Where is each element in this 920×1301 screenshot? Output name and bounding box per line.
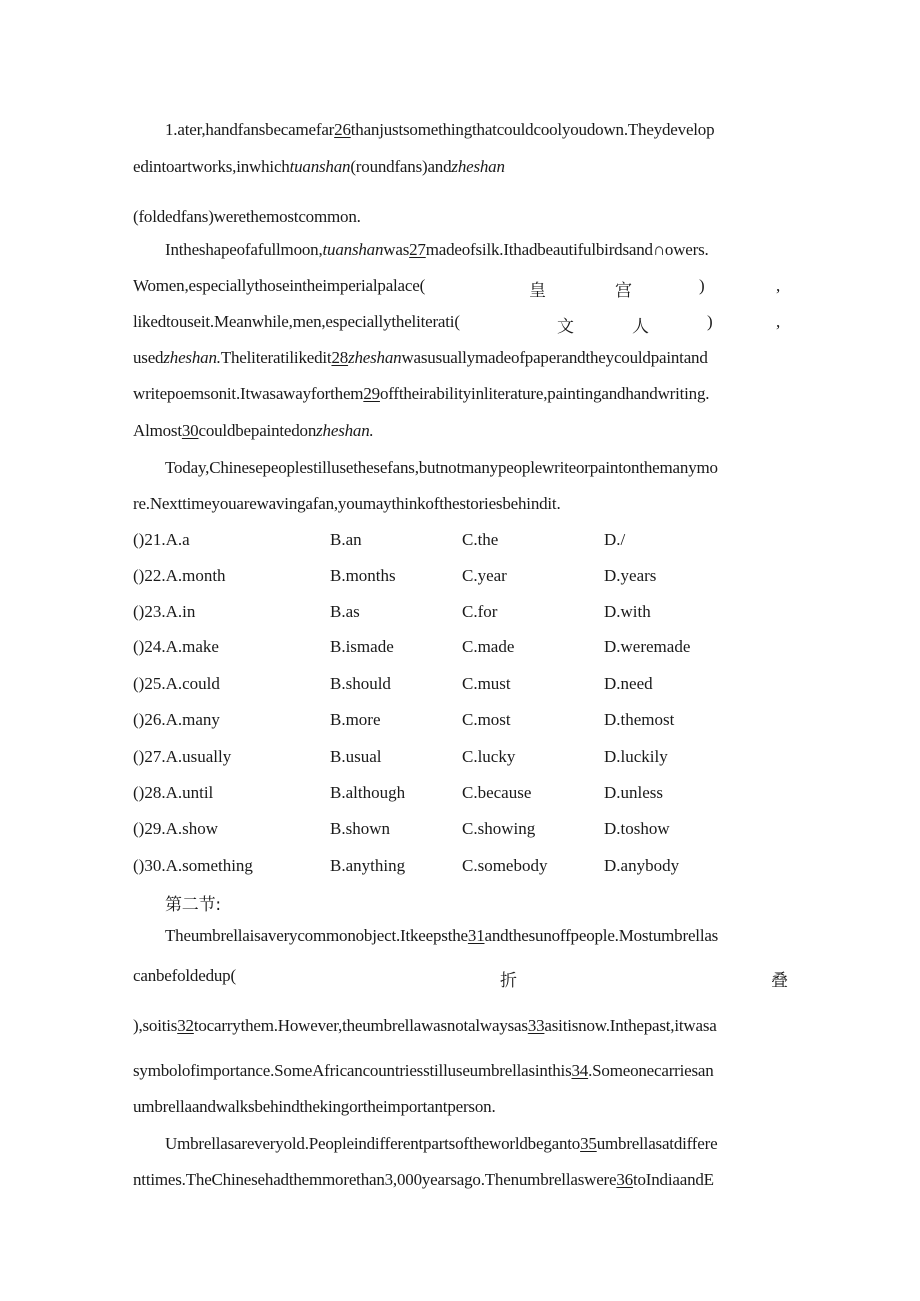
question-option: C.showing: [462, 819, 536, 838]
passage-line: writepoemsonit.Itwasawayforthem29offtheirabilityinliterature,paintingandhandwriting.: [133, 384, 710, 403]
question-option: C.year: [462, 566, 507, 585]
passage-line: Umbrellasareveryold.Peopleindifferentpartsoftheworldbeganto35umbrellasatdiffere: [165, 1134, 718, 1153]
passage-line: ),soitis32tocarrythem.However,theumbrellawasnotalwaysas33asitisnow.Inthepast,itwasa: [133, 1016, 717, 1035]
passage-line: (foldedfans)werethemostcommon.: [133, 207, 361, 226]
question-option: B.months: [330, 566, 396, 585]
question-option: B.more: [330, 710, 381, 729]
question-option: D.anybody: [604, 856, 680, 875]
question-option: C.for: [462, 602, 498, 621]
blank-36: 36: [616, 1170, 633, 1189]
question-option-a: ()30.A.something: [133, 856, 253, 875]
question-option: C.made: [462, 637, 515, 656]
blank-26: 26: [334, 120, 351, 139]
question-option: D.unless: [604, 783, 664, 802]
question-option: D.luckily: [604, 747, 668, 766]
passage-line: Intheshapeofafullmoon,tuanshanwas27madeofsilk.Ithadbeautifulbirdsand∩owers.: [165, 240, 709, 259]
blank-29: 29: [363, 384, 380, 403]
section-heading: 第二节:: [165, 895, 221, 915]
question-option: D.themost: [604, 710, 675, 729]
passage-line: symbolofimportance.SomeAfricancountriesstilluseumbrellasinthis34.Someonecarriesan: [133, 1061, 714, 1080]
question-option: D.weremade: [604, 637, 691, 656]
blank-33: 33: [527, 1016, 545, 1035]
passage-line: likedtouseit.Meanwhile,men,especiallytheliterati( 文 人 ) ,: [133, 312, 781, 337]
question-option: B.shown: [330, 819, 390, 838]
question-option: B.an: [330, 530, 362, 549]
blank-31: 31: [467, 926, 485, 945]
question-option: B.anything: [330, 856, 406, 875]
question-option: B.ismade: [330, 637, 394, 656]
question-option: D.toshow: [604, 819, 670, 838]
blank-28: 28: [331, 348, 349, 367]
passage-line: umbrellaandwalksbehindthekingortheimportantperson.: [133, 1097, 496, 1116]
question-option-a: ()22.A.month: [133, 566, 226, 585]
question-option: B.usual: [330, 747, 382, 766]
blank-34: 34: [571, 1061, 589, 1080]
question-option-a: ()21.A.a: [133, 530, 190, 549]
question-option-a: ()24.A.make: [133, 637, 219, 656]
question-option: D.need: [604, 674, 653, 693]
question-option: C.because: [462, 783, 532, 802]
question-option: C.the: [462, 530, 499, 549]
passage-line: edintoartworks,inwhichtuanshan(roundfans)andzheshan: [133, 157, 505, 176]
blank-32: 32: [177, 1016, 194, 1035]
passage-line: Theumbrellaisaverycommonobject.Itkeepsthe31andthesunoffpeople.Mostumbrellas: [165, 926, 719, 945]
passage-line: Women,especiallythoseintheimperialpalace( 皇 宫 ) ,: [133, 276, 781, 301]
question-option: C.most: [462, 710, 511, 729]
question-option: D./: [604, 530, 626, 549]
question-option-a: ()23.A.in: [133, 602, 196, 621]
question-option-a: ()27.A.usually: [133, 747, 232, 766]
blank-27: 27: [409, 240, 426, 259]
passage-line: Today,Chinesepeoplestillusethesefans,butnotmanypeoplewriteorpaintonthemanymo: [165, 458, 718, 477]
blank-35: 35: [580, 1134, 597, 1153]
blank-30: 30: [181, 421, 199, 440]
passage-line: nttimes.TheChinesehadthemmorethan3,000yearsago.Thenumbrellaswere36toIndiaandE: [133, 1170, 714, 1189]
question-option: D.years: [604, 566, 657, 585]
passage-line: re.Nexttimeyouarewavingafan,youmaythinkofthestoriesbehindit.: [133, 494, 561, 513]
question-option: D.with: [604, 602, 651, 621]
passage-line: usedzheshan.Theliteratilikedit28zheshanwasusuallymadeofpaperandtheycouldpaintand: [133, 348, 708, 367]
passage-line: Almost30couldbepaintedonzheshan.: [133, 421, 374, 440]
passage-line: 1.ater,handfansbecamefar26thanjustsomethingthatcouldcoolyoudown.Theydevelop: [165, 120, 715, 139]
passage-line: canbefoldedup( 折 叠: [133, 966, 788, 991]
question-option-a: ()29.A.show: [133, 819, 218, 838]
question-option: B.should: [330, 674, 391, 693]
question-option-a: ()25.A.could: [133, 674, 220, 693]
question-option: C.lucky: [462, 747, 516, 766]
question-option: B.although: [330, 783, 406, 802]
question-option-a: ()28.A.until: [133, 783, 214, 802]
question-option: B.as: [330, 602, 360, 621]
question-option: C.must: [462, 674, 511, 693]
question-option-a: ()26.A.many: [133, 710, 220, 729]
question-option: C.somebody: [462, 856, 548, 875]
